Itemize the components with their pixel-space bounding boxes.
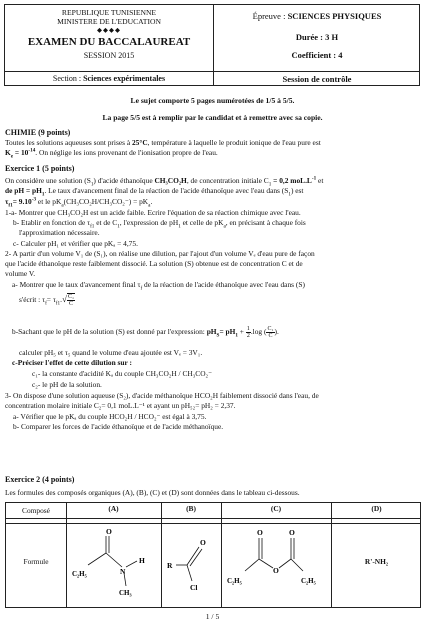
page-number: 1 / 5 xyxy=(205,612,220,621)
compound-c-structure xyxy=(221,523,331,608)
compound-a-hydrogen: H xyxy=(139,556,145,565)
ministry-name: MINISTERE DE L'EDUCATION xyxy=(57,17,161,26)
session-type: Session de contrôle xyxy=(282,74,352,84)
q2-line2: que l'acide éthanoïque reste faiblement dissocié. La solution (S) obtenue est de concentration C et de xyxy=(5,259,303,268)
q3b: b- Comparer les forces de l'acide éthanoïque et de l'acide méthanoïque. xyxy=(13,422,224,431)
compounds-table xyxy=(5,502,421,608)
section-label: Section : xyxy=(52,74,82,83)
exam-title: EXAMEN DU BACCALAUREAT xyxy=(27,36,191,48)
compound-a-nitrogen: N xyxy=(120,567,126,576)
compound-a-methyl: CH₃ xyxy=(119,589,132,597)
q2-line1: 2- A partir d'un volume V₁ de (S₁), on réalise une dilution, par l'ajout d'un volume Vₑ d'eau pure de façon xyxy=(5,249,315,258)
chimie-intro-line1: Toutes les solutions aqueuses sont prises à 25°C, température à laquelle le produit ionique de l'eau pure est xyxy=(5,138,321,147)
compound-b-r: R xyxy=(167,561,173,570)
ex1-line3: $\tau_{f1}= 9.10^{-3}$ et le $pK_a(CH_3CO_2H/CH_3CO_2^-) = pK_a$. xyxy=(5,196,153,209)
q2b-line2: calculer pH₅ et τ₅ quand le volume d'eau ajoutée est Vₑ = 3V₁. xyxy=(19,348,203,357)
compound-b-structure xyxy=(161,523,221,608)
col-compose: Composé xyxy=(22,506,50,515)
q2c2: c₂- le pH de la solution. xyxy=(32,380,102,389)
compound-c-oxygen-2: O xyxy=(273,566,279,575)
col-a: (A) xyxy=(108,504,119,513)
exercice2-intro: Les formules des composés organiques (A), (B), (C) et (D) sont données dans le tableau ci-dessous. xyxy=(5,488,300,497)
section-line xyxy=(5,74,213,83)
duration: Durée : 3 H xyxy=(295,32,339,42)
q2c1: c₁- la constante d'acidité Kₐ du couple CH₃CO₂H / CH₃CO₂⁻ xyxy=(32,369,213,378)
compound-c-oxygen-3: O xyxy=(289,528,295,537)
ex1-line1: On considère une solution $(S_1)$ d'acide éthanoïque CH₃CO₂H, de concentration initiale $C_1 = 0,2$ $moL.L^{-1}$ et xyxy=(5,175,324,188)
session-year: SESSION 2015 xyxy=(83,51,135,60)
subject-line xyxy=(213,11,421,21)
compound-c-ethyl-left: C₂H₅ xyxy=(227,577,242,585)
q3-line2: concentration molaire initiale C₂= 0,1 moL.L⁻¹ et ayant un pH₅₂= pH₂ = 2,37. xyxy=(5,401,236,410)
q2-line3: volume V. xyxy=(5,269,36,278)
col-c: (C) xyxy=(270,504,282,513)
compound-a-ethyl: C₂H₅ xyxy=(72,570,87,578)
exercice1-title: Exercice 1 (5 points) xyxy=(5,164,75,173)
exam-header xyxy=(4,4,420,86)
exercice2-title: Exercice 2 (4 points) xyxy=(5,475,75,484)
ornament: ◆◆◆◆ xyxy=(97,27,121,34)
compound-b-chlorine: Cl xyxy=(190,583,198,592)
notice-page5: La page 5/5 est à remplir par le candidat et à remettre avec sa copie. xyxy=(102,113,323,122)
q1a: 1-a- Montrer que CH₃CO₂H est un acide faible. Ecrire l'équation de sa réaction chimique avec l'eau. xyxy=(5,208,301,217)
q1c: c- Calculer pH₁ et vérifier que pKₐ = 4,75. xyxy=(13,239,138,248)
compound-c-ethyl-right: C₂H₅ xyxy=(301,577,316,585)
compound-b-oxygen: O xyxy=(200,538,206,547)
q2c-title: c-Préciser l'effet de cette dilution sur : xyxy=(12,358,132,367)
country-name: REPUBLIQUE TUNISIENNE xyxy=(61,8,157,17)
chimie-intro-line2: $K_e = 10^{-14}$. On néglige les ions provenant de l'ionisation propre de l'eau. xyxy=(5,147,218,160)
subject-label: Épreuve : xyxy=(252,11,286,21)
notice-pages: Le sujet comporte 5 pages numérotées de 1/5 à 5/5. xyxy=(130,96,295,105)
section-name: Sciences expérimentales xyxy=(83,74,166,83)
compound-a-structure xyxy=(66,523,161,608)
q3-line1: 3- On dispose d'une solution aqueuse (S₂), d'acide méthanoïque HCO₂H faiblement dissocié dans l'eau, de xyxy=(5,391,319,400)
compound-a-oxygen: O xyxy=(106,527,112,536)
q1b-line2: l'approximation nécessaire. xyxy=(19,228,100,237)
compound-d-formula: R'-NH₂ xyxy=(364,557,389,566)
col-d: (D) xyxy=(371,504,382,513)
col-b: (B) xyxy=(186,504,196,513)
chimie-title: CHIMIE (9 points) xyxy=(5,128,71,137)
ex1-line2: de pH = $pH_1$. Le taux d'avancement final de la réaction de l'acide éthanoïque avec l'eau dans $(S_1)$ est xyxy=(5,186,304,198)
q2a-line1: a- Montrer que le taux d'avancement final $\tau_f$ de la réaction de l'acide éthanoïque avec l'eau dans (S) xyxy=(12,280,305,292)
row-formule: Formule xyxy=(23,557,49,566)
q2a-line2: s'écrit : $\tau_f= \tau_{f1}.√$ $\frac{\text{C₁}}{C}$ xyxy=(19,294,75,308)
q1b-line1: b- Etablir en fonction de $\tau_{f1}$ et de $C_1$, l'expression de $pH_1$ et celle de $pK_a$, en précisant à chaque fois xyxy=(13,218,306,230)
q2b-line1: b-Sachant que le pH de la solution (S) est donné par l'expression: $pH_S= pH_1$ + $\frac{1}{2}$ .log ( $\frac{\text{C₁}}{C}$ ). xyxy=(12,325,279,339)
subject-name: SCIENCES PHYSIQUES xyxy=(287,11,382,21)
coefficient: Coefficient : 4 xyxy=(291,50,343,60)
q3a: a- Vérifier que le pKₐ du couple HCO₂H / HCO₂⁻ est égal à 3,75. xyxy=(13,412,207,421)
compound-c-oxygen-1: O xyxy=(257,528,263,537)
